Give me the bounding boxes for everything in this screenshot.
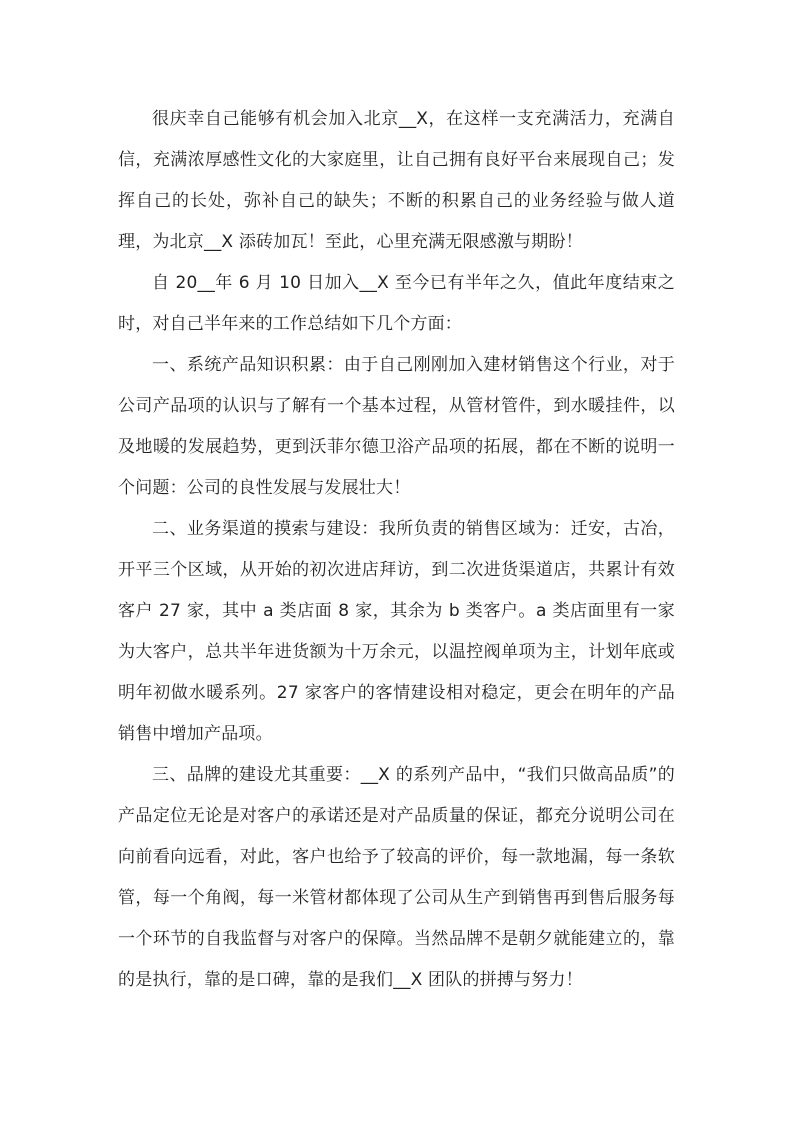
document-body: [118, 99, 675, 1001]
paragraph-business-channels: 二、业务渠道的摸索与建设：我所负责的销售区域为：迁安，古冶，开平三个区域，从开始的初次进店拜访，到二次进货渠道店，共累计有效客户 27 家，其中 a 类店面 8 家，其余为 b 类客户。a 类店面里有一家为大客户，总共半年进货额为十万余元，以温控阀单项为主，计划年底或明年初做水暖系列。27 家客户的客情建设相对稳定，更会在明年的产品销售中增加产品项。: [118, 519, 675, 744]
paragraph-intro: 很庆幸自己能够有机会加入北京__X，在这样一支充满活力，充满自信，充满浓厚感性文化的大家庭里，让自己拥有良好平台来展现自己；发挥自己的长处，弥补自己的缺失；不断的积累自己的业务经验与做人道理，为北京__X 添砖加瓦！至此，心里充满无限感激与期盼！: [118, 109, 675, 252]
paragraph-summary-intro: 自 20__年 6 月 10 日加入__X 至今已有半年之久，值此年度结束之时，对自己半年来的工作总结如下几个方面：: [118, 273, 675, 334]
paragraph-brand-building: 三、品牌的建设尤其重要：__X 的系列产品中，“我们只做高品质”的产品定位无论是对客户的承诺还是对产品质量的保证，都充分说明公司在向前看向远看，对此，客户也给予了较高的评价，每一款地漏，每一条软管，每一个角阀，每一米管材都体现了公司从生产到销售再到售后服务每一个环节的自我监督与对客户的保障。当然品牌不是朝夕就能建立的，靠的是执行，靠的是口碑，靠的是我们__X 团队的拼搏与努力！: [118, 765, 675, 990]
paragraph-product-knowledge: 一、系统产品知识积累：由于自己刚刚加入建材销售这个行业，对于公司产品项的认识与了解有一个基本过程，从管材管件，到水暖挂件，以及地暖的发展趋势，更到沃菲尔德卫浴产品项的拓展，都在不断的说明一个问题：公司的良性发展与发展壮大！: [118, 355, 675, 498]
